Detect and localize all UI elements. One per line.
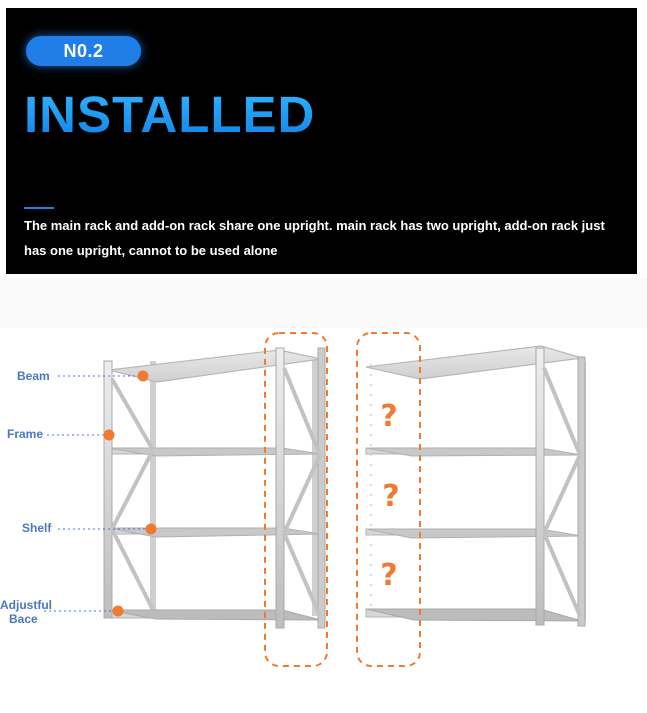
- rack-diagram: [0, 278, 647, 713]
- beam-marker-dot: [138, 371, 149, 382]
- hero-panel: [6, 8, 637, 274]
- main-rack-back-upright-left: [150, 361, 156, 617]
- page-title: INSTALLED: [24, 84, 315, 146]
- add-on-rack-front-right-upright: [536, 348, 544, 625]
- description-line-2: has one upright, cannot to be used alone: [24, 243, 278, 258]
- main-rack-back-upright-right: [312, 358, 318, 616]
- frame-label: Frame: [7, 427, 44, 441]
- description-line-1: The main rack and add-on rack share one upright. main rack has two upright, add-on rack just: [24, 218, 605, 233]
- main-rack-back-right-upright: [318, 348, 325, 628]
- beam-label: Beam: [17, 369, 50, 383]
- question-mark-2: ?: [382, 479, 400, 514]
- shared-upright: [276, 348, 284, 628]
- section-badge: N0.2: [26, 36, 141, 66]
- question-mark-1: ?: [380, 399, 398, 434]
- adjustable-base-label-line-2: Bace: [9, 612, 38, 626]
- add-on-rack-rear-right-upright: [578, 357, 585, 626]
- background-fade: [0, 278, 647, 328]
- question-mark-3: ?: [380, 558, 398, 593]
- page-description: [24, 213, 622, 263]
- adjustable-base-label-line-1: Adjustful: [0, 598, 52, 612]
- frame-marker-dot: [104, 430, 115, 441]
- shelf-label: Shelf: [22, 521, 52, 535]
- adjustable-base-marker-dot: [113, 606, 124, 617]
- main-rack-front-left-upright: [104, 361, 112, 618]
- rack-illustration: [0, 278, 647, 713]
- accent-line: [24, 207, 54, 209]
- shelf-marker-dot: [146, 524, 157, 535]
